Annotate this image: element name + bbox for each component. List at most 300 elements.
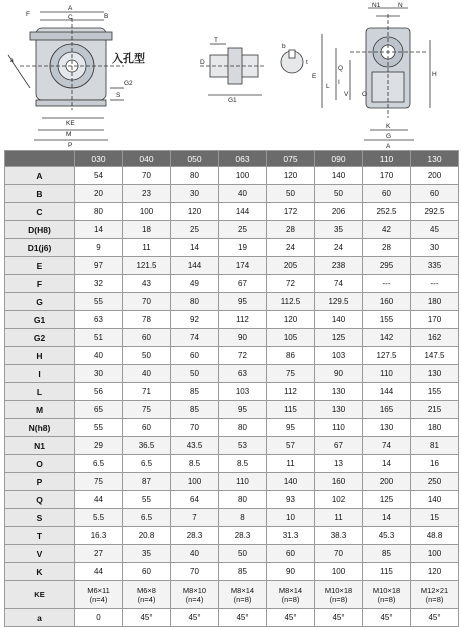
table-cell: 112: [267, 383, 315, 401]
table-cell: 40: [219, 185, 267, 203]
table-cell: 11: [123, 239, 171, 257]
dimension-label: L: [5, 383, 75, 401]
table-cell: 70: [171, 419, 219, 437]
table-cell: 60: [267, 545, 315, 563]
svg-text:I: I: [338, 79, 340, 86]
table-cell: 55: [75, 419, 123, 437]
dimension-label: C: [5, 203, 75, 221]
table-corner: [5, 151, 75, 167]
table-cell: 85: [363, 545, 411, 563]
table-cell: 80: [219, 419, 267, 437]
table-cell: 215: [411, 401, 459, 419]
table-cell: 50: [123, 347, 171, 365]
table-cell: 67: [219, 275, 267, 293]
table-row: [5, 491, 459, 509]
table-cell: 102: [315, 491, 363, 509]
table-row: [5, 239, 459, 257]
table-cell: 38.3: [315, 527, 363, 545]
dimension-label: F: [5, 275, 75, 293]
table-cell-ke: [123, 581, 171, 609]
table-cell: 93: [267, 491, 315, 509]
table-cell: 70: [171, 563, 219, 581]
svg-text:b: b: [282, 43, 286, 50]
table-cell: 44: [75, 563, 123, 581]
table-cell: 40: [75, 347, 123, 365]
table-cell: 90: [219, 329, 267, 347]
table-row: [5, 455, 459, 473]
table-cell: 45°: [267, 609, 315, 627]
table-row: [5, 419, 459, 437]
table-cell: 170: [363, 167, 411, 185]
table-cell: 95: [219, 293, 267, 311]
table-cell: 100: [219, 167, 267, 185]
table-cell: 43: [123, 275, 171, 293]
table-cell: 74: [171, 329, 219, 347]
table-cell: 30: [75, 365, 123, 383]
table-cell: 40: [171, 545, 219, 563]
table-cell: 74: [315, 275, 363, 293]
table-cell: 130: [363, 419, 411, 437]
ke-count: (n=8): [425, 594, 444, 604]
table-cell: 180: [411, 293, 459, 311]
technical-drawing: [0, 0, 461, 150]
table-cell: 155: [411, 383, 459, 401]
table-cell-ke: [315, 581, 363, 609]
svg-text:S: S: [116, 92, 121, 99]
table-cell: 125: [363, 491, 411, 509]
table-cell: 144: [363, 383, 411, 401]
svg-text:a: a: [10, 57, 14, 64]
table-cell: 140: [267, 473, 315, 491]
table-cell: 48.8: [411, 527, 459, 545]
table-cell: 70: [123, 167, 171, 185]
table-cell: 35: [315, 221, 363, 239]
table-row: [5, 257, 459, 275]
table-cell: 28: [267, 221, 315, 239]
dimension-label: S: [5, 509, 75, 527]
table-cell: 6.5: [75, 455, 123, 473]
table-cell: 85: [219, 563, 267, 581]
table-cell: 6.5: [123, 509, 171, 527]
table-cell: 103: [315, 347, 363, 365]
table-cell: 252.5: [363, 203, 411, 221]
dimension-label: V: [5, 545, 75, 563]
table-cell: 54: [75, 167, 123, 185]
svg-text:H: H: [432, 71, 437, 78]
svg-text:E: E: [312, 73, 317, 80]
table-cell: 10: [267, 509, 315, 527]
table-cell: 15: [411, 509, 459, 527]
table-row: [5, 221, 459, 239]
table-cell: 45: [411, 221, 459, 239]
table-cell: 29: [75, 437, 123, 455]
table-cell: 100: [411, 545, 459, 563]
table-cell: 75: [123, 401, 171, 419]
size-header: 050: [171, 151, 219, 167]
table-cell-ke: [411, 581, 459, 609]
table-cell: 95: [219, 401, 267, 419]
table-cell: 30: [171, 185, 219, 203]
table-cell: 180: [411, 419, 459, 437]
dimension-label: G1: [5, 311, 75, 329]
table-row: [5, 329, 459, 347]
table-cell: 60: [123, 563, 171, 581]
table-cell: 80: [171, 167, 219, 185]
dimension-label: H: [5, 347, 75, 365]
table-cell: 36.5: [123, 437, 171, 455]
table-cell: 174: [219, 257, 267, 275]
dimension-label: K: [5, 563, 75, 581]
table-cell: 335: [411, 257, 459, 275]
table-cell: 14: [363, 455, 411, 473]
ke-thread: M8×10: [182, 585, 207, 595]
table-cell: 45°: [363, 609, 411, 627]
table-cell: 127.5: [363, 347, 411, 365]
table-cell: 292.5: [411, 203, 459, 221]
table-body: [5, 167, 459, 627]
table-cell: 60: [123, 329, 171, 347]
table-cell: 8.5: [219, 455, 267, 473]
table-cell: 67: [315, 437, 363, 455]
size-header: 075: [267, 151, 315, 167]
svg-text:G1: G1: [228, 97, 237, 104]
table-cell: 100: [171, 473, 219, 491]
table-cell: 49: [171, 275, 219, 293]
svg-text:P: P: [68, 142, 73, 149]
table-cell: 110: [315, 419, 363, 437]
table-cell: 64: [171, 491, 219, 509]
size-header: 030: [75, 151, 123, 167]
table-cell: 144: [171, 257, 219, 275]
table-cell: 57: [267, 437, 315, 455]
dimension-label: O: [5, 455, 75, 473]
table-cell: 85: [171, 383, 219, 401]
table-row: [5, 185, 459, 203]
input-type-caption: 入孔型: [112, 53, 145, 65]
ke-count: (n=8): [281, 594, 300, 604]
table-cell: 70: [315, 545, 363, 563]
svg-text:B: B: [104, 13, 109, 20]
size-header: 090: [315, 151, 363, 167]
table-cell: 90: [315, 365, 363, 383]
table-cell: 250: [411, 473, 459, 491]
table-row: [5, 383, 459, 401]
table-cell: 103: [219, 383, 267, 401]
table-cell: 55: [75, 293, 123, 311]
table-cell: 120: [267, 311, 315, 329]
table-cell: 28.3: [219, 527, 267, 545]
side-view: [322, 8, 430, 140]
table-cell: 16: [411, 455, 459, 473]
table-cell: 25: [171, 221, 219, 239]
table-cell: 50: [171, 365, 219, 383]
table-cell: 70: [123, 293, 171, 311]
ke-thread: M10×18: [324, 585, 353, 595]
table-cell-ke: [363, 581, 411, 609]
table-cell: 55: [123, 491, 171, 509]
table-cell: 105: [267, 329, 315, 347]
table-cell-ke: [267, 581, 315, 609]
table-cell: 110: [219, 473, 267, 491]
table-cell: 45°: [171, 609, 219, 627]
dimension-label: A: [5, 167, 75, 185]
table-cell-ke: [219, 581, 267, 609]
table-row: [5, 203, 459, 221]
dimension-label: E: [5, 257, 75, 275]
svg-text:A: A: [68, 5, 73, 12]
size-header: 063: [219, 151, 267, 167]
table-cell: 160: [315, 473, 363, 491]
svg-text:T: T: [214, 37, 218, 44]
table-cell: 56: [75, 383, 123, 401]
table-cell: 140: [411, 491, 459, 509]
table-row: [5, 609, 459, 627]
svg-text:N1: N1: [372, 2, 381, 9]
table-cell: 97: [75, 257, 123, 275]
table-cell: 130: [315, 401, 363, 419]
size-header: 040: [123, 151, 171, 167]
shaft-detail: [200, 44, 303, 95]
table-cell: ---: [411, 275, 459, 293]
ke-thread: M12×21: [420, 585, 449, 595]
table-cell: 23: [123, 185, 171, 203]
table-cell: 24: [267, 239, 315, 257]
table-cell: 162: [411, 329, 459, 347]
table-cell: 206: [315, 203, 363, 221]
table-cell: 60: [411, 185, 459, 203]
table-cell: 130: [315, 383, 363, 401]
table-cell: 65: [75, 401, 123, 419]
svg-text:L: L: [326, 83, 330, 90]
table-cell: 100: [315, 563, 363, 581]
ke-thread: M6×11: [87, 585, 110, 595]
table-cell-ke: [171, 581, 219, 609]
table-cell: 6.5: [123, 455, 171, 473]
table-row: [5, 401, 459, 419]
table-cell: 25: [219, 221, 267, 239]
svg-text:N: N: [398, 2, 403, 9]
table-cell: 100: [123, 203, 171, 221]
table-cell: 90: [267, 563, 315, 581]
table-row: [5, 293, 459, 311]
table-cell: 45°: [315, 609, 363, 627]
dimension-label: T: [5, 527, 75, 545]
table-cell: 14: [363, 509, 411, 527]
table-row: [5, 509, 459, 527]
dimension-label: I: [5, 365, 75, 383]
table-cell: 44: [75, 491, 123, 509]
table-cell: 78: [123, 311, 171, 329]
ke-thread: M10×18: [372, 585, 401, 595]
dimension-label: N1: [5, 437, 75, 455]
table-cell: 16.3: [75, 527, 123, 545]
table-cell: 140: [315, 311, 363, 329]
ke-count: (n=8): [233, 594, 252, 604]
table-cell: 14: [171, 239, 219, 257]
table-cell: 205: [267, 257, 315, 275]
table-cell: 142: [363, 329, 411, 347]
svg-text:F: F: [26, 11, 30, 18]
table-cell: 5.5: [75, 509, 123, 527]
svg-text:t: t: [306, 59, 308, 66]
table-cell: 86: [267, 347, 315, 365]
table-cell: 13: [315, 455, 363, 473]
dimension-label: D(H8): [5, 221, 75, 239]
table-row: [5, 311, 459, 329]
ke-count: (n=8): [329, 594, 348, 604]
table-cell: 72: [267, 275, 315, 293]
table-cell: 0: [75, 609, 123, 627]
dimension-label: G: [5, 293, 75, 311]
svg-text:C: C: [68, 14, 73, 21]
svg-text:A: A: [386, 143, 391, 150]
table-cell: 112.5: [267, 293, 315, 311]
svg-text:D: D: [200, 59, 205, 66]
table-cell: 63: [219, 365, 267, 383]
table-cell: 115: [267, 401, 315, 419]
table-cell: 74: [363, 437, 411, 455]
table-cell: 110: [363, 365, 411, 383]
table-cell-ke: [75, 581, 123, 609]
table-row: [5, 437, 459, 455]
table-cell: 200: [411, 167, 459, 185]
table-cell: 8.5: [171, 455, 219, 473]
table-cell: 40: [123, 365, 171, 383]
table-cell: 129.5: [315, 293, 363, 311]
table-cell: 60: [363, 185, 411, 203]
table-cell: 72: [219, 347, 267, 365]
dimension-table: [4, 150, 459, 627]
ke-count: (n=4): [185, 594, 204, 604]
table-cell: 45°: [219, 609, 267, 627]
table-cell: 80: [171, 293, 219, 311]
table-cell: 60: [123, 419, 171, 437]
ke-thread: M8×14: [230, 585, 255, 595]
table-row: [5, 563, 459, 581]
ke-count: (n=4): [137, 594, 156, 604]
table-cell: 170: [411, 311, 459, 329]
table-cell: 45°: [411, 609, 459, 627]
svg-text:G: G: [386, 133, 392, 140]
table-cell: 8: [219, 509, 267, 527]
table-cell: 11: [267, 455, 315, 473]
table-cell: 115: [363, 563, 411, 581]
table-cell: 87: [123, 473, 171, 491]
table-row: [5, 347, 459, 365]
table-cell: 45°: [123, 609, 171, 627]
table-row: [5, 275, 459, 293]
svg-text:Q: Q: [338, 65, 344, 72]
table-cell: 75: [267, 365, 315, 383]
table-cell: 80: [219, 491, 267, 509]
table-cell: 140: [315, 167, 363, 185]
table-header-row: [5, 151, 459, 167]
table-cell: 160: [363, 293, 411, 311]
table-cell: 63: [75, 311, 123, 329]
table-cell: 75: [75, 473, 123, 491]
size-header: 110: [363, 151, 411, 167]
table-cell: ---: [363, 275, 411, 293]
table-cell: 121.5: [123, 257, 171, 275]
dimension-label: M: [5, 401, 75, 419]
table-row: [5, 527, 459, 545]
table-cell: 50: [267, 185, 315, 203]
table-cell: 43.5: [171, 437, 219, 455]
table-cell: 155: [363, 311, 411, 329]
table-row: [5, 365, 459, 383]
table-cell: 9: [75, 239, 123, 257]
table-cell: 14: [75, 221, 123, 239]
ke-thread: M8×14: [278, 585, 303, 595]
table-cell: 42: [363, 221, 411, 239]
dimension-label: G2: [5, 329, 75, 347]
table-cell: 130: [411, 365, 459, 383]
table-cell: 53: [219, 437, 267, 455]
dimension-label: B: [5, 185, 75, 203]
table-cell: 92: [171, 311, 219, 329]
table-cell: 27: [75, 545, 123, 563]
table-cell: 7: [171, 509, 219, 527]
table-cell: 165: [363, 401, 411, 419]
ke-thread: M6×8: [137, 585, 156, 595]
table-cell: 32: [75, 275, 123, 293]
table-cell: 144: [219, 203, 267, 221]
svg-text:K: K: [386, 123, 391, 130]
table-cell: 85: [171, 401, 219, 419]
table-cell: 31.3: [267, 527, 315, 545]
table-cell: 50: [219, 545, 267, 563]
table-cell: 120: [267, 167, 315, 185]
table-cell: 120: [411, 563, 459, 581]
svg-text:M: M: [66, 131, 72, 138]
dimension-label: D1(j6): [5, 239, 75, 257]
table-cell: 95: [267, 419, 315, 437]
table-cell: 60: [171, 347, 219, 365]
table-cell: 28: [363, 239, 411, 257]
table-cell: 172: [267, 203, 315, 221]
table-cell: 20.8: [123, 527, 171, 545]
table-cell: 147.5: [411, 347, 459, 365]
svg-text:G2: G2: [124, 80, 133, 87]
table-row: [5, 167, 459, 185]
ke-count: (n=4): [89, 594, 108, 604]
table-row: [5, 545, 459, 563]
table-cell: 18: [123, 221, 171, 239]
table-row: [5, 581, 459, 609]
table-cell: 81: [411, 437, 459, 455]
dimension-label: KE: [5, 581, 75, 609]
table-cell: 19: [219, 239, 267, 257]
dimension-label: N(h8): [5, 419, 75, 437]
table-cell: 35: [123, 545, 171, 563]
table-cell: 50: [315, 185, 363, 203]
dimension-label: P: [5, 473, 75, 491]
table-cell: 11: [315, 509, 363, 527]
svg-text:V: V: [344, 91, 349, 98]
svg-text:KE: KE: [66, 120, 75, 127]
table-cell: 51: [75, 329, 123, 347]
table-cell: 120: [171, 203, 219, 221]
dimension-label: Q: [5, 491, 75, 509]
table-cell: 238: [315, 257, 363, 275]
table-cell: 80: [75, 203, 123, 221]
table-cell: 30: [411, 239, 459, 257]
dimension-label: a: [5, 609, 75, 627]
table-cell: 125: [315, 329, 363, 347]
table-cell: 45.3: [363, 527, 411, 545]
table-cell: 112: [219, 311, 267, 329]
ke-count: (n=8): [377, 594, 396, 604]
